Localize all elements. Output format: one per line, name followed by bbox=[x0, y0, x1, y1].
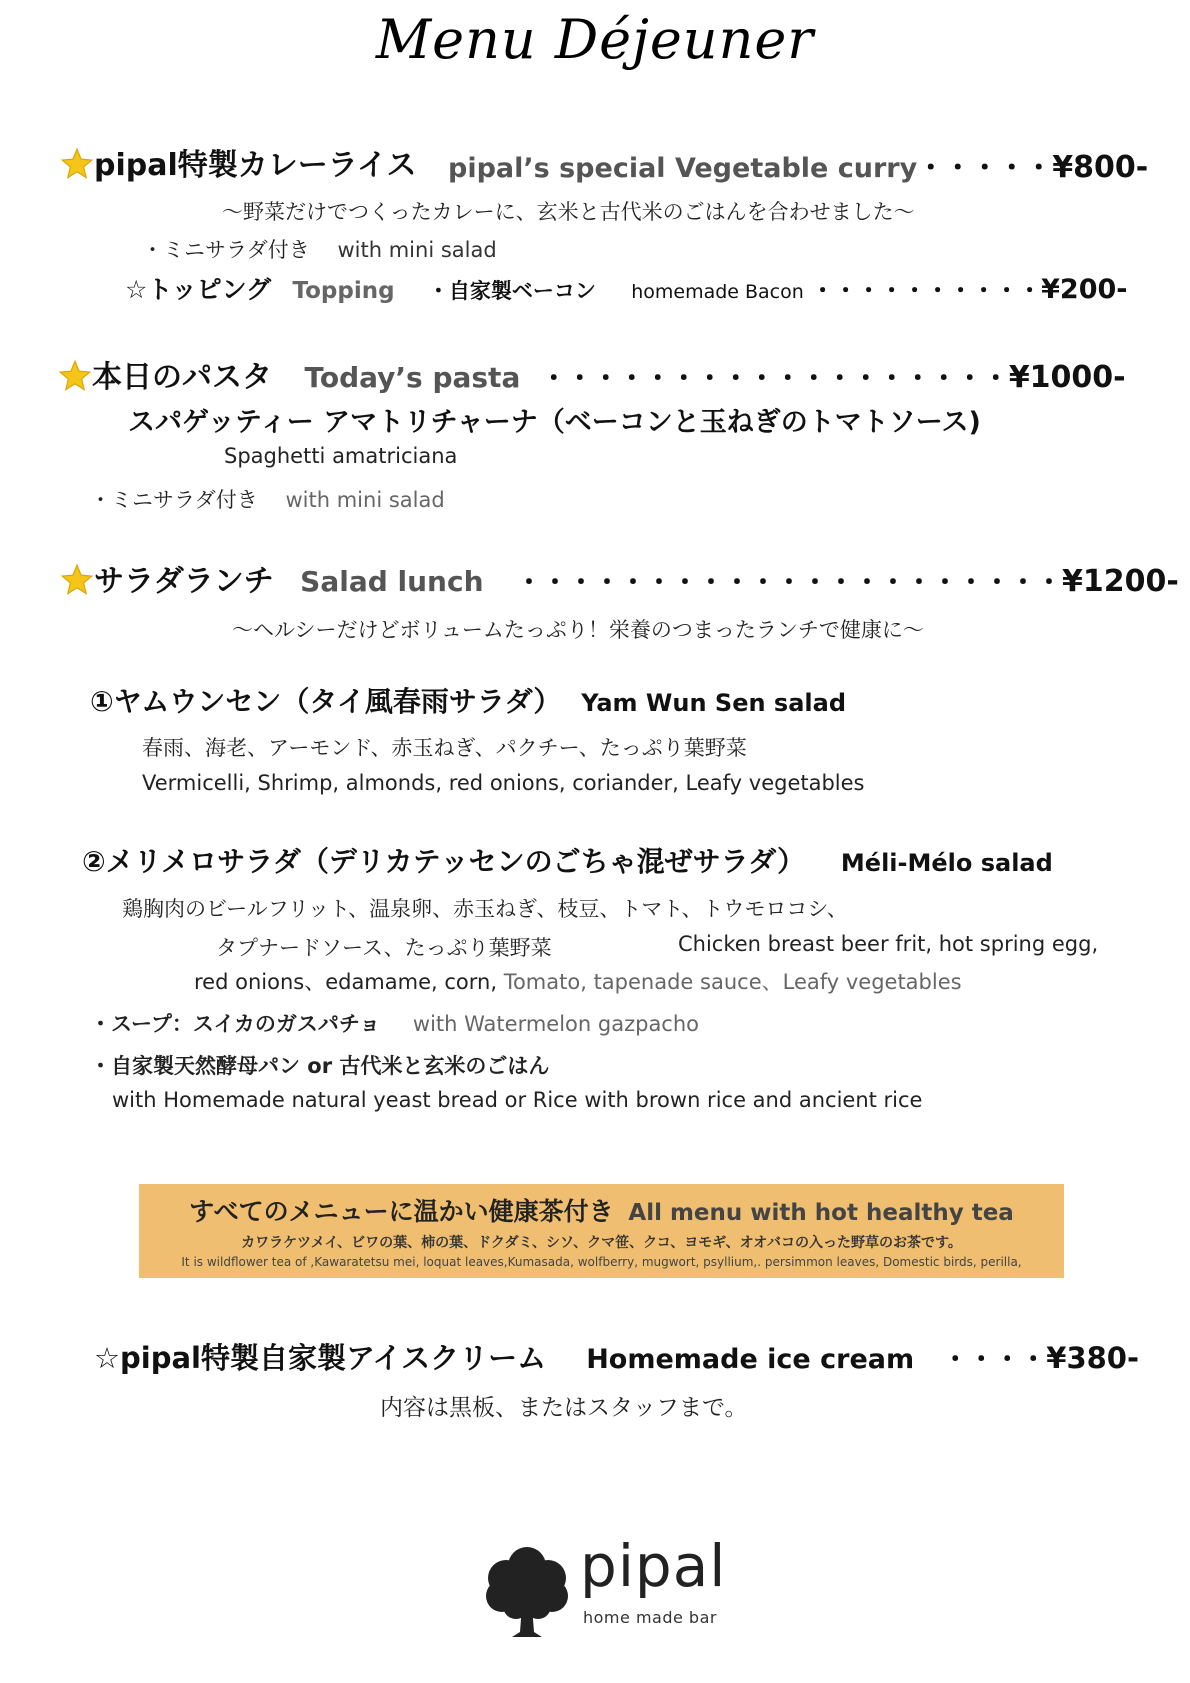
ice-cream-dots: ・・・・ bbox=[942, 1345, 1047, 1375]
curry-price: ¥800- bbox=[1052, 150, 1149, 185]
curry-name-ja: pipal特製カレーライス bbox=[94, 148, 417, 183]
salad-option-2-ja: ②メリメロサラダ（デリカテッセンのごちゃ混ぜサラダ） bbox=[82, 845, 806, 878]
pasta-price: ¥1000- bbox=[1008, 360, 1126, 395]
menu-title: Menu Déjeuner bbox=[375, 8, 815, 71]
salad-option-2-ingredients-ja-1: 鶏胸肉のビールフリット、温泉卵、赤玉ねぎ、枝豆、トマト、トウモロコシ、 bbox=[122, 897, 848, 921]
curry-description: 〜野菜だけでつくったカレーに、玄米と古代米のごはんを合わせました〜 bbox=[222, 200, 915, 224]
salad-option-2-ingredients-en-2a: red onions、edamame, corn, bbox=[194, 970, 498, 994]
ice-cream-heading bbox=[94, 1336, 1139, 1377]
star-icon bbox=[58, 359, 92, 393]
tea-title-ja: すべてのメニューに温かい健康茶付き bbox=[189, 1197, 614, 1226]
pasta-salad-en: with mini salad bbox=[285, 488, 445, 512]
star-icon bbox=[60, 563, 94, 597]
curry-salad bbox=[142, 234, 497, 264]
pasta-salad-ja: ・ミニサラダ付き bbox=[90, 488, 258, 512]
salad-option-2-ingredients-en-2b: Tomato, tapenade sauce、Leafy vegetables bbox=[503, 970, 962, 994]
bacon-en: homemade Bacon bbox=[631, 281, 804, 303]
tea-title bbox=[139, 1192, 1064, 1228]
pasta-name-ja: 本日のパスタ bbox=[92, 360, 272, 395]
pasta-dish-ja: スパゲッティー アマトリチャーナ（ベーコンと玉ねぎのトマトソース) bbox=[128, 407, 981, 438]
salad-option-2 bbox=[82, 840, 1053, 880]
salad-lunch-dots: ・・・・・・・・・・・・・・・・・・・・・ bbox=[515, 568, 1062, 598]
salad-option-2-ingredients-en-1: Chicken breast beer frit, hot spring egg, bbox=[678, 932, 1099, 956]
topping-ja: ☆トッピング bbox=[125, 275, 272, 304]
pasta-dish-en: Spaghetti amatriciana bbox=[224, 444, 458, 468]
salad-lunch-description: 〜ヘルシーだけどボリュームたっぷり！栄養のつまったランチで健康に〜 bbox=[232, 618, 924, 642]
salad-option-1 bbox=[90, 680, 846, 720]
curry-heading bbox=[60, 140, 417, 184]
topping-en: Topping bbox=[292, 278, 395, 304]
topping-row bbox=[125, 270, 1127, 306]
bread-ja: ・自家製天然酵母パン or 古代米と玄米のごはん bbox=[90, 1054, 550, 1078]
salad-lunch-name-en: Salad lunch bbox=[300, 565, 484, 598]
ice-cream-name-ja: ☆pipal特製自家製アイスクリーム bbox=[94, 1341, 547, 1375]
pasta-name-en: Today’s pasta bbox=[304, 361, 521, 394]
tree-logo-icon bbox=[482, 1544, 572, 1638]
salad-lunch-price: ¥1200- bbox=[1061, 564, 1179, 599]
curry-dots: ・・・・・ bbox=[917, 153, 1053, 184]
salad-lunch-name-ja: サラダランチ bbox=[94, 564, 274, 599]
soup-ja: ・スープ：スイカのガスパチョ bbox=[90, 1012, 381, 1036]
pasta-salad bbox=[90, 484, 445, 514]
logo-wordmark: pipal bbox=[580, 1532, 727, 1600]
salad-option-2-ingredients-ja-2: タプナードソース、たっぷり葉野菜 bbox=[216, 936, 552, 960]
topping-dots: ・・・・・・・・・・ bbox=[811, 278, 1042, 304]
salad-option-1-ingredients-en: Vermicelli, Shrimp, almonds, red onions, coriander, Leafy vegetables bbox=[142, 771, 865, 795]
logo-subtitle: home made bar bbox=[583, 1608, 717, 1627]
tea-description-ja: カワラケツメイ、ビワの葉、柿の葉、ドクダミ、シソ、クマ笹、クコ、ヨモギ、オオバコの入った野草のお茶です。 bbox=[241, 1235, 962, 1251]
star-icon bbox=[60, 147, 94, 181]
topping-price: ¥200- bbox=[1041, 274, 1128, 305]
curry-salad-en: with mini salad bbox=[337, 238, 497, 262]
soup-en: with Watermelon gazpacho bbox=[412, 1012, 700, 1036]
salad-option-1-en: Yam Wun Sen salad bbox=[581, 689, 847, 717]
salad-option-1-ja: ①ヤムウンセン（タイ風春雨サラダ） bbox=[90, 685, 562, 718]
tea-description-en: It is wildflower tea of ,Kawaratetsu mei, loquat leaves,Kumasada, wolfberry, mugwort, psyllium,. persimmon leaves, Domestic birds, perilla, bbox=[181, 1255, 1022, 1269]
pasta-dots: ・・・・・・・・・・・・・・・・・・ bbox=[540, 364, 1009, 394]
salad-option-2-en: Méli-Mélo salad bbox=[840, 849, 1053, 877]
pasta-heading bbox=[58, 352, 1126, 396]
curry-salad-ja: ・ミニサラダ付き bbox=[142, 238, 310, 262]
bread-en: with Homemade natural yeast bread or Rice with brown rice and ancient rice bbox=[112, 1088, 923, 1112]
soup-row bbox=[90, 1008, 699, 1038]
bacon-ja: ・自家製ベーコン bbox=[427, 279, 596, 303]
ice-cream-price: ¥380- bbox=[1046, 1341, 1140, 1375]
curry-name-en-row bbox=[448, 146, 1148, 185]
curry-name-en: pipal’s special Vegetable curry bbox=[448, 153, 918, 184]
ice-cream-note: 内容は黒板、またはスタッフまで。 bbox=[380, 1395, 748, 1421]
ice-cream-name-en: Homemade ice cream bbox=[586, 1344, 915, 1375]
salad-option-2-ingredients-en-2 bbox=[194, 966, 962, 996]
tea-title-en: All menu with hot healthy tea bbox=[628, 1200, 1014, 1226]
salad-option-1-ingredients-ja: 春雨、海老、アーモンド、赤玉ねぎ、パクチー、たっぷり葉野菜 bbox=[142, 736, 747, 760]
salad-lunch-heading bbox=[60, 556, 1179, 600]
